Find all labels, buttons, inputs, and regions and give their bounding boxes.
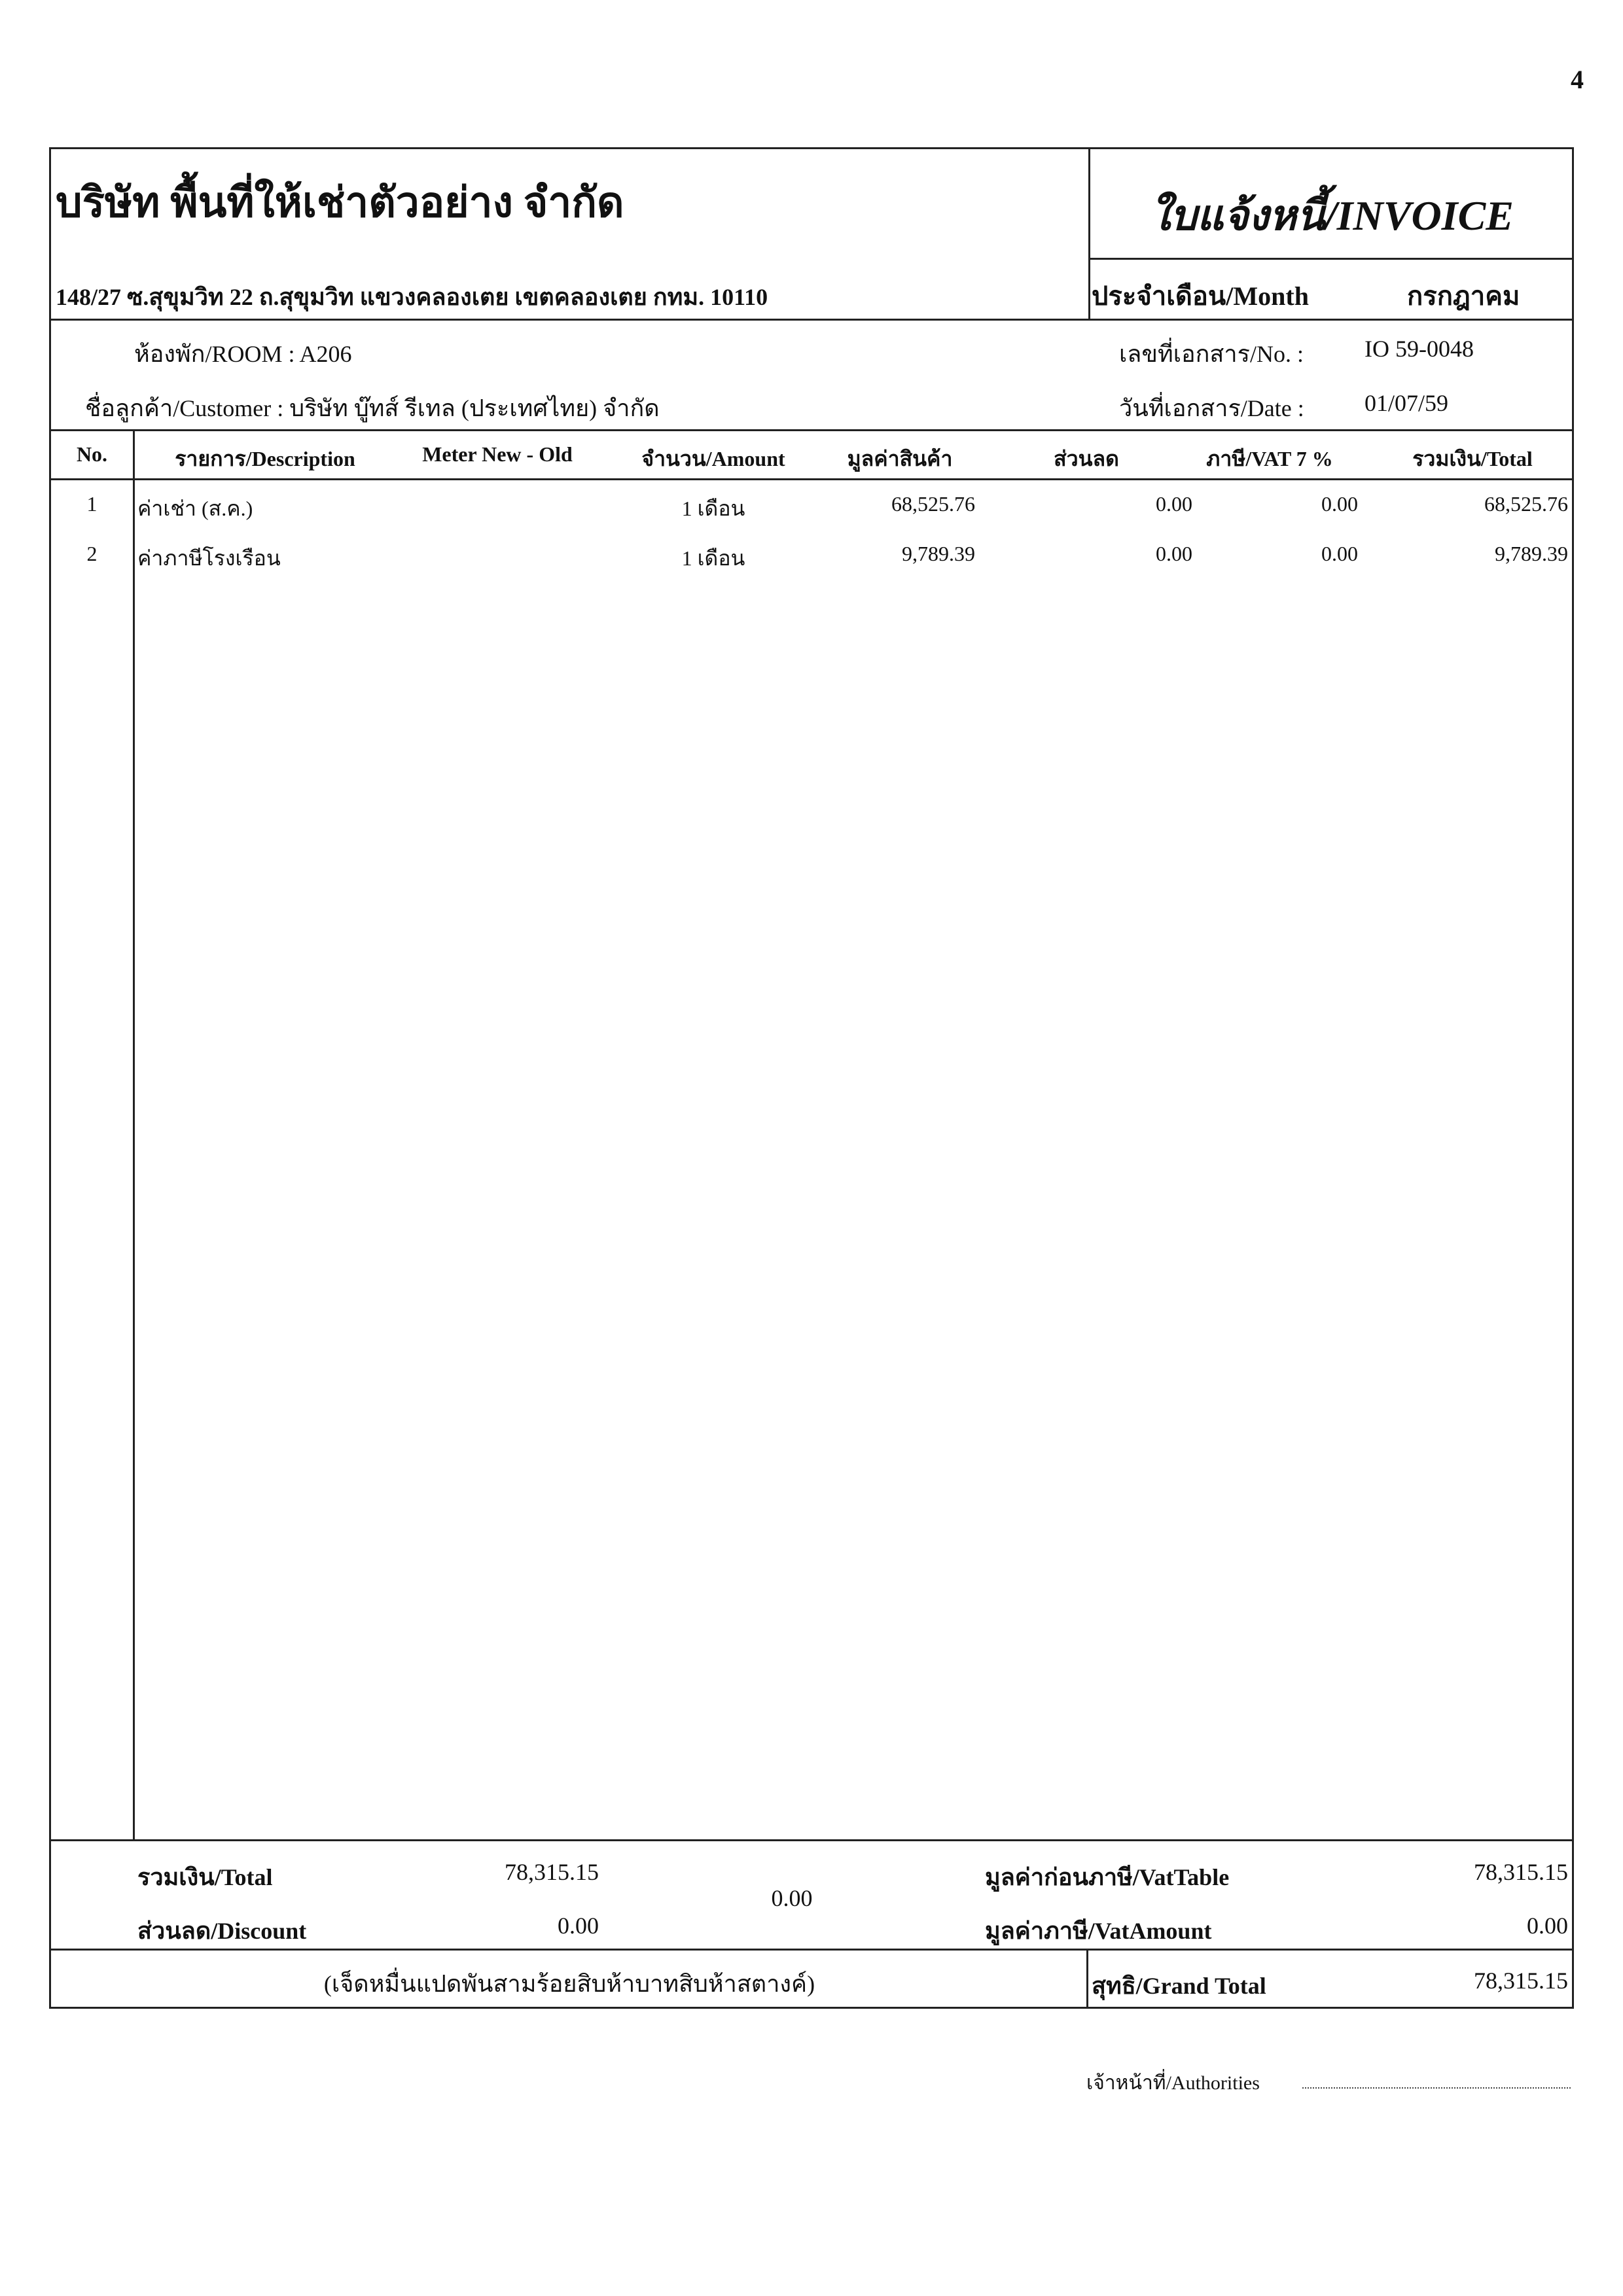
summary-total-value: 78,315.15: [505, 1859, 599, 1885]
table-header-bottom-line: [49, 478, 1574, 480]
row-2-value: 9,789.39: [902, 542, 975, 565]
header-no: No.: [76, 442, 108, 466]
header-amount: จำนวน/Amount: [641, 447, 785, 470]
company-name: บริษัท พื้นที่ให้เช่าตัวอย่าง จำกัด: [56, 179, 624, 226]
header-vat: ภาษี/VAT 7 %: [1206, 447, 1333, 470]
row-1-total: 68,525.76: [1484, 492, 1568, 516]
row-2-discount: 0.00: [1156, 542, 1192, 565]
row-1-no: 1: [86, 492, 98, 516]
amount-in-words: (เจ็ดหมื่นแปดพันสามร้อยสิบห้าบาทสิบห้าสตางค์): [323, 1971, 815, 1997]
header-description: รายการ/Description: [175, 447, 355, 470]
row-2-no: 2: [86, 542, 98, 565]
table-header-top-line: [49, 429, 1574, 431]
vatamount-value: 0.00: [1527, 1913, 1568, 1939]
company-address: 148/27 ซ.สุขุมวิท 22 ถ.สุขุมวิท แขวงคลองเตย เขตคลองเตย กทม. 10110: [56, 284, 768, 310]
room-label: ห้องพัก/ROOM : A206: [134, 341, 352, 367]
header-value: มูลค่าสินค้า: [847, 447, 953, 470]
doc-date-label: วันที่เอกสาร/Date :: [1119, 395, 1304, 421]
month-value: กรกฎาคม: [1407, 281, 1520, 311]
page-number: 4: [1571, 65, 1584, 94]
row-1-value: 68,525.76: [891, 492, 975, 516]
customer-label: ชื่อลูกค้า/Customer : บริษัท บู๊ทส์ รีเทล (ประเทศไทย) จำกัด: [85, 395, 660, 421]
row-2-total: 9,789.39: [1495, 542, 1568, 565]
vattable-value: 78,315.15: [1474, 1859, 1568, 1885]
vatamount-label: มูลค่าภาษี/VatAmount: [985, 1918, 1212, 1944]
doc-no-label: เลขที่เอกสาร/No. :: [1119, 341, 1304, 367]
header-meter: Meter New - Old: [422, 442, 573, 466]
row-1-amount: 1 เดือน: [681, 497, 745, 520]
invoice-title: ใบแจ้งหนี้/INVOICE: [1150, 192, 1514, 239]
authorities-label: เจ้าหน้าที่/Authorities: [1086, 2072, 1260, 2094]
signature-line: [1302, 2087, 1571, 2089]
header-discount: ส่วนลด: [1054, 447, 1119, 470]
row-2-amount: 1 เดือน: [681, 546, 745, 570]
address-bottom-line: [49, 319, 1574, 321]
grand-total-divider: [1086, 1949, 1088, 2009]
month-label: ประจำเดือน/Month: [1092, 281, 1309, 311]
vattable-label: มูลค่าก่อนภาษี/VatTable: [985, 1864, 1230, 1890]
row-1-description: ค่าเช่า (ส.ค.): [137, 497, 253, 520]
row-1-discount: 0.00: [1156, 492, 1192, 516]
summary-discount-value: 0.00: [558, 1913, 599, 1939]
grand-total-value: 78,315.15: [1474, 1968, 1568, 1994]
summary-top-line: [49, 1839, 1574, 1841]
grand-total-label: สุทธิ/Grand Total: [1092, 1973, 1266, 1999]
doc-no-value: IO 59-0048: [1364, 336, 1474, 362]
title-bottom-line: [1088, 258, 1574, 260]
no-column-line: [133, 429, 135, 1841]
header-total: รวมเงิน/Total: [1412, 447, 1533, 470]
summary-discount-label: ส่วนลด/Discount: [137, 1918, 307, 1944]
row-1-vat: 0.00: [1321, 492, 1358, 516]
row-2-vat: 0.00: [1321, 542, 1358, 565]
summary-total-label: รวมเงิน/Total: [137, 1864, 273, 1890]
doc-date-value: 01/07/59: [1364, 390, 1449, 416]
summary-middle-value: 0.00: [771, 1885, 813, 1911]
row-2-description: ค่าภาษีโรงเรือน: [137, 546, 281, 570]
